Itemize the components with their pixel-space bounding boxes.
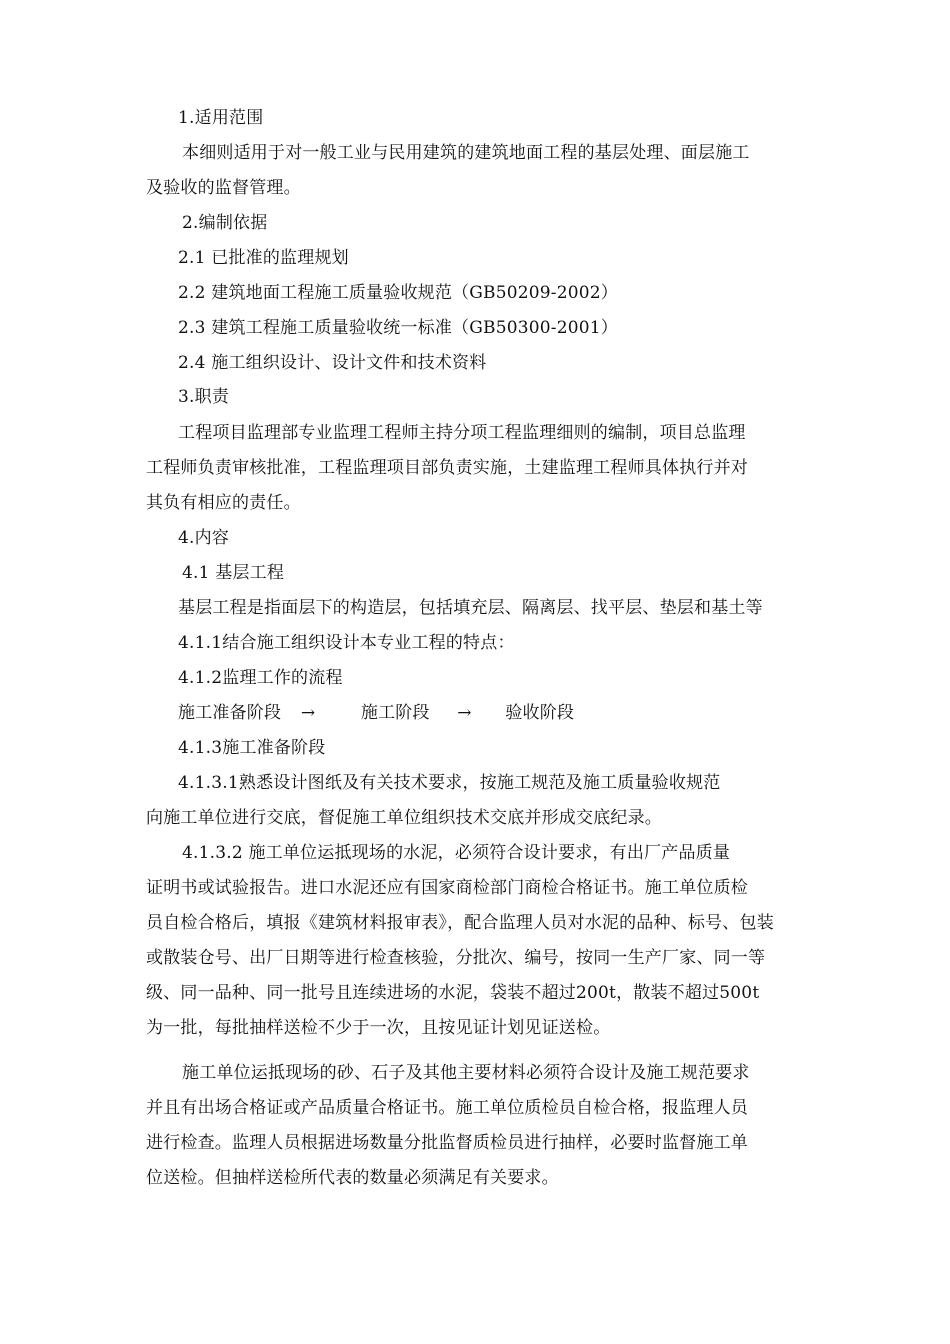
section-heading-content: 4.内容	[178, 528, 230, 548]
paragraph-line: 施工单位运抵现场的砂、石子及其他主要材料必须符合设计及施工规范要求	[182, 1063, 750, 1083]
subsection-heading: 4.1.3施工准备阶段	[178, 738, 326, 758]
paragraph-line: 位送检。但抽样送检所代表的数量必须满足有关要求。	[146, 1168, 559, 1188]
list-item: 2.3 建筑工程施工质量验收统一标准（GB50300-2001）	[178, 318, 618, 338]
paragraph-line: 及验收的监督管理。	[146, 178, 301, 198]
subsection-heading: 4.1.2监理工作的流程	[178, 668, 343, 688]
list-item: 2.1 已批准的监理规划	[178, 248, 349, 268]
paragraph-line: 4.1.3.2 施工单位运抵现场的水泥，必须符合设计要求，有出厂产品质量	[182, 843, 731, 863]
paragraph-line: 工程项目监理部专业监理工程师主持分项工程监理细则的编制，项目总监理	[178, 423, 746, 443]
paragraph-line: 证明书或试验报告。进口水泥还应有国家商检部门商检合格证书。施工单位质检	[146, 878, 748, 898]
paragraph-line: 员自检合格后，填报《建筑材料报审表》，配合监理人员对水泥的品种、标号、包装	[146, 913, 774, 933]
flow-step-acceptance: 验收阶段	[505, 703, 575, 723]
subsection-heading: 4.1.1结合施工组织设计本专业工程的特点：	[178, 633, 515, 653]
paragraph-line: 或散装仓号、出厂日期等进行检查核验，分批次、编号，按同一生产厂家、同一等	[146, 948, 766, 968]
workflow-line	[178, 701, 848, 725]
paragraph-line: 为一批，每批抽样送检不少于一次，且按见证计划见证送检。	[146, 1018, 611, 1038]
section-heading-basis: 2.编制依据	[182, 213, 268, 233]
paragraph-line: 其负有相应的责任。	[146, 493, 301, 513]
arrow-right-icon: →	[457, 703, 472, 723]
flow-step-preparation: 施工准备阶段	[178, 703, 282, 723]
subsection-heading: 4.1 基层工程	[182, 563, 285, 583]
list-item: 2.4 施工组织设计、设计文件和技术资料	[178, 353, 487, 373]
paragraph-line: 工程师负责审核批准，工程监理项目部负责实施，土建监理工程师具体执行并对	[146, 458, 748, 478]
section-heading-duties: 3.职责	[178, 387, 230, 407]
paragraph-line: 进行检查。监理人员根据进场数量分批监督质检员进行抽样，必要时监督施工单	[146, 1133, 748, 1153]
paragraph-line: 向施工单位进行交底，督促施工单位组织技术交底并形成交底纪录。	[146, 808, 662, 828]
paragraph-line: 并且有出场合格证或产品质量合格证书。施工单位质检员自检合格，报监理人员	[146, 1098, 748, 1118]
list-item: 2.2 建筑地面工程施工质量验收规范（GB50209-2002）	[178, 283, 618, 303]
arrow-right-icon: →	[300, 703, 316, 723]
paragraph-line: 基层工程是指面层下的构造层，包括填充层、隔离层、找平层、垫层和基土等	[178, 598, 763, 618]
section-heading-scope: 1.适用范围	[178, 108, 264, 128]
flow-step-construction: 施工阶段	[360, 703, 430, 723]
paragraph-line: 本细则适用于对一般工业与民用建筑的建筑地面工程的基层处理、面层施工	[182, 143, 750, 163]
paragraph-line: 级、同一品种、同一批号且连续进场的水泥，袋装不超过200t，散装不超过500t	[146, 983, 760, 1003]
paragraph-line: 4.1.3.1熟悉设计图纸及有关技术要求，按施工规范及施工质量验收规范	[178, 773, 721, 793]
